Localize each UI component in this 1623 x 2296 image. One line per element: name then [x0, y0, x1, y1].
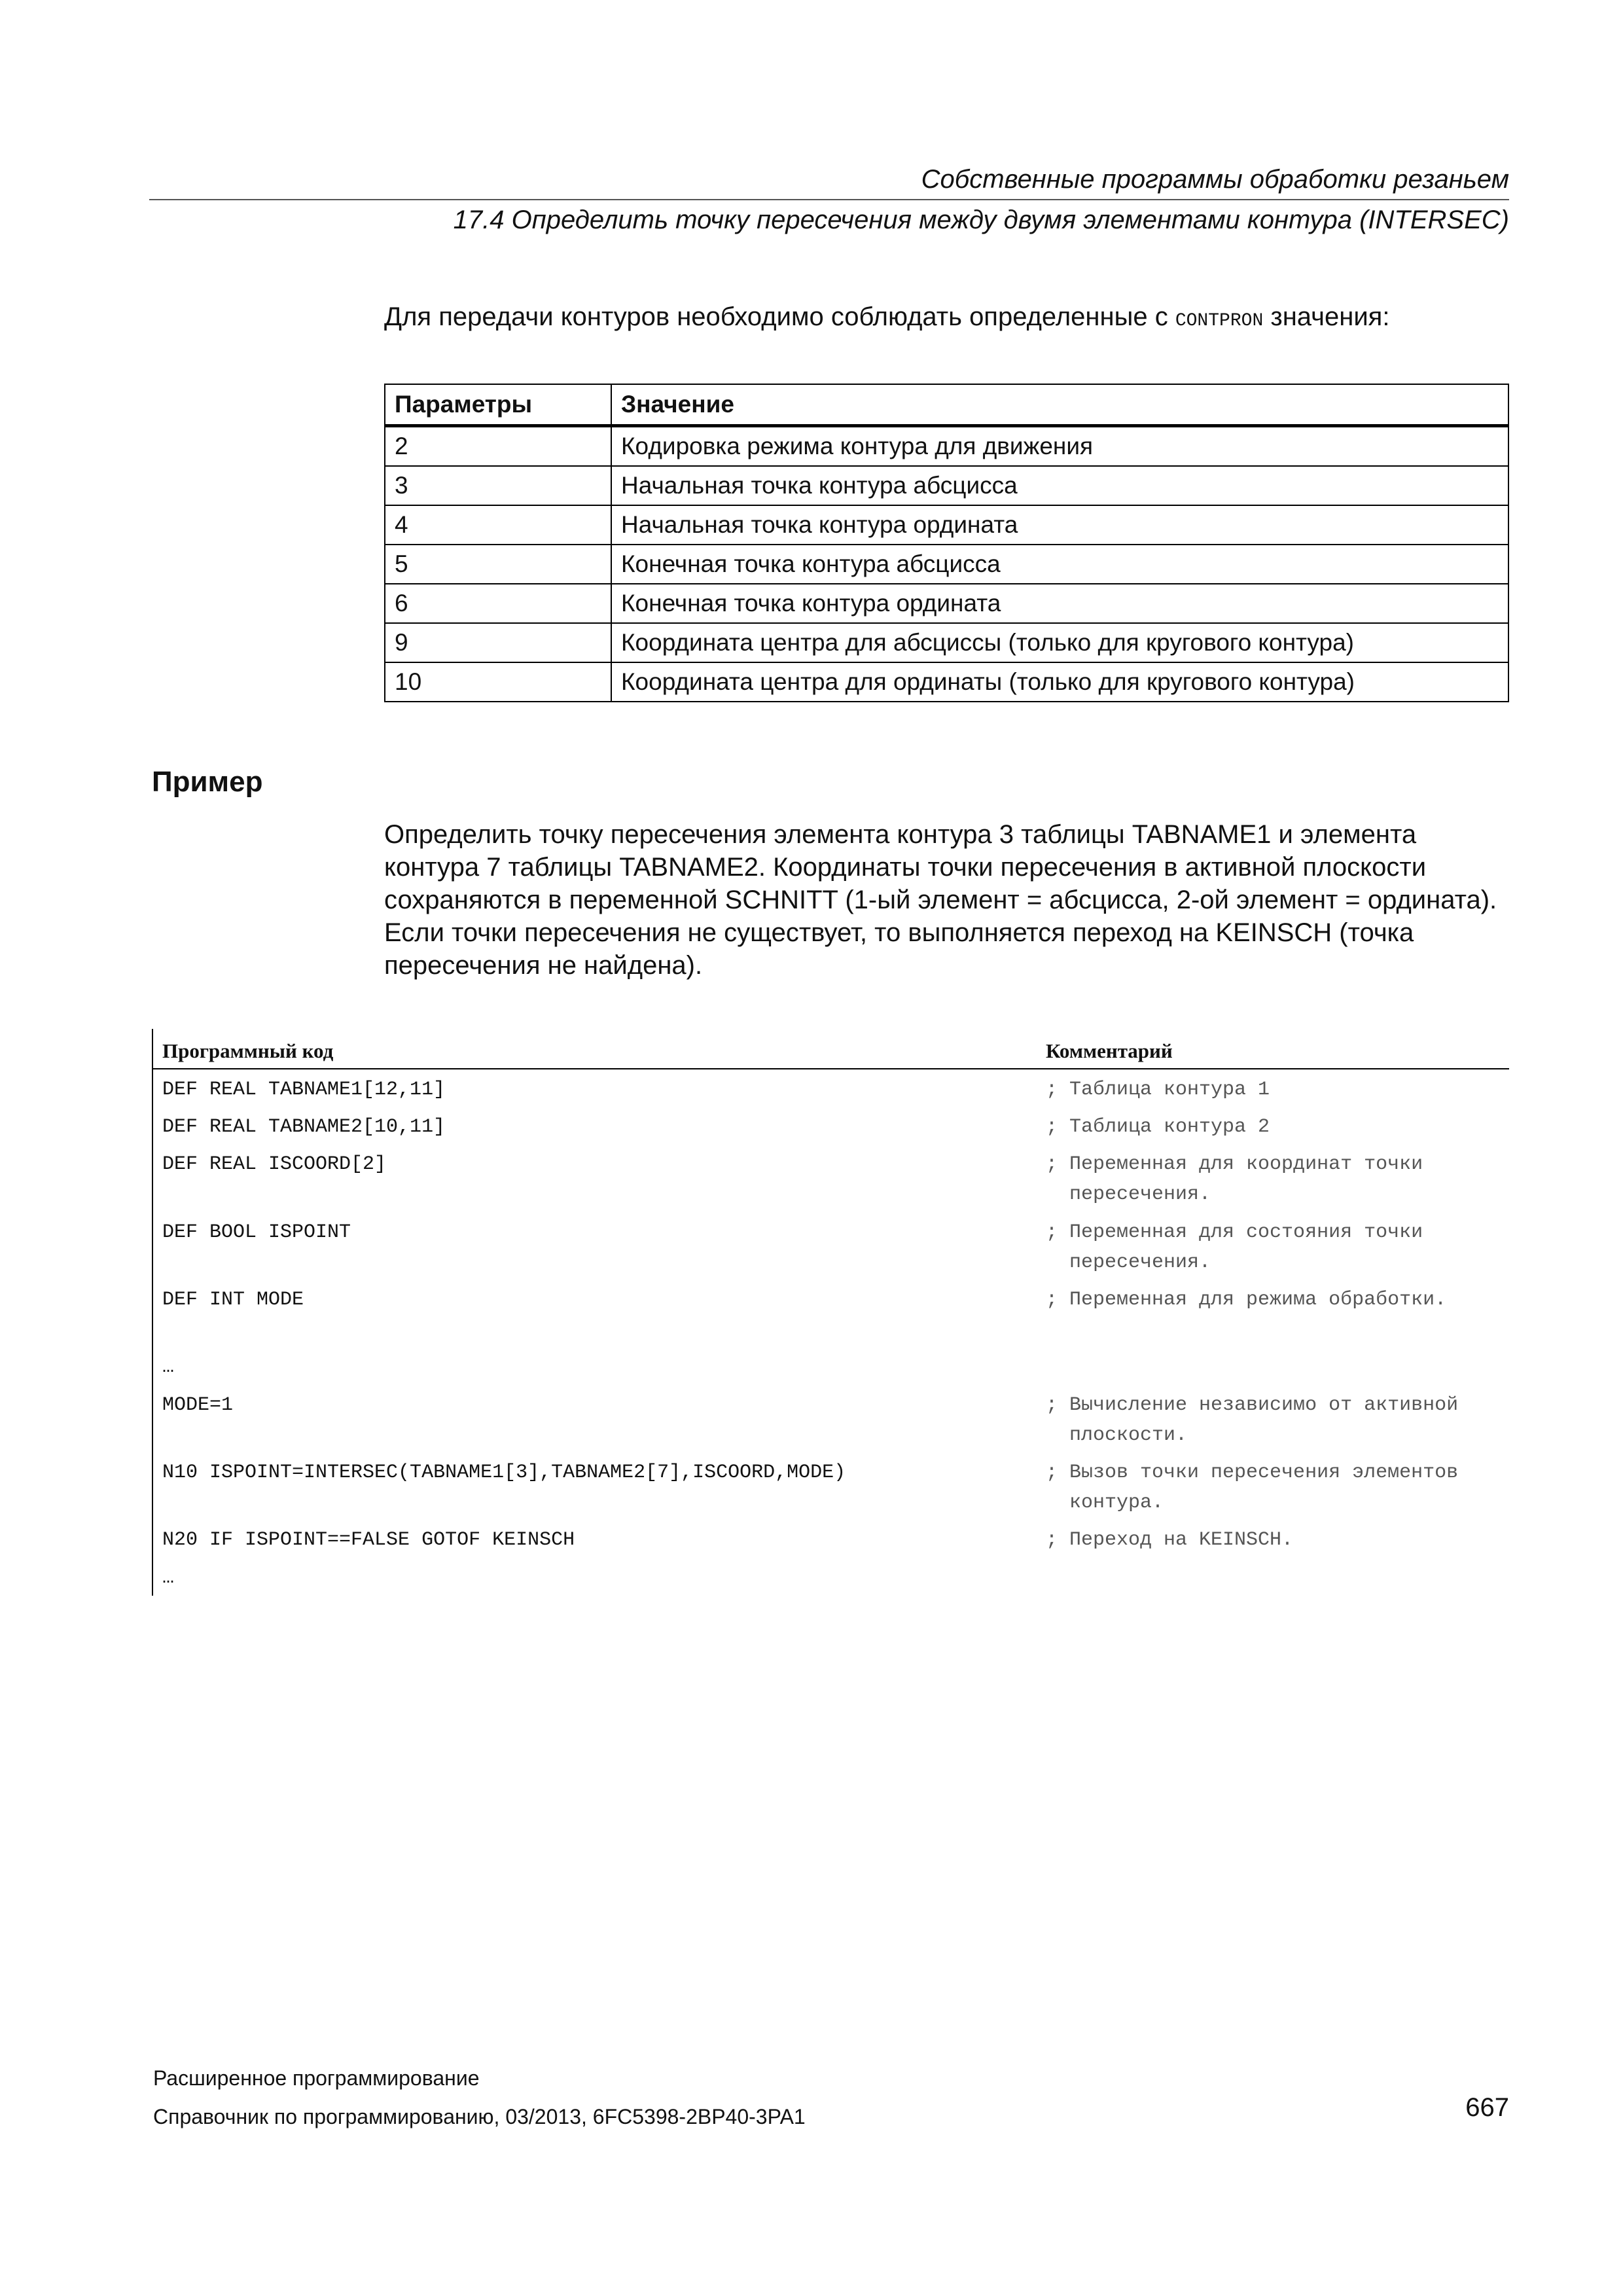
- code-comment: ; Вычисление независимо от активной плоскости.: [1046, 1394, 1459, 1446]
- intro-text-after: значения:: [1263, 302, 1390, 331]
- code-line: N20 IF ISPOINT==FALSE GOTOF KEINSCH: [162, 1529, 575, 1551]
- value-cell: Конечная точка контура абсцисса: [611, 545, 1508, 584]
- column-header-value: Значение: [611, 384, 1508, 426]
- param-cell: 5: [385, 545, 611, 584]
- code-line: DEF REAL TABNAME1[12,11]: [162, 1079, 446, 1101]
- table-row: [385, 623, 1508, 662]
- intro-code: CONTPRON: [1175, 311, 1264, 331]
- column-header-parameters: Параметры: [385, 384, 611, 426]
- parameters-table: [384, 384, 1509, 702]
- comment-column-header: Комментарий: [1046, 1039, 1173, 1062]
- param-cell: 6: [385, 584, 611, 623]
- page-number: 667: [1465, 2093, 1509, 2122]
- table-row: [385, 662, 1508, 702]
- intro-text-before: Для передачи контуров необходимо соблюдать определенные с: [384, 302, 1175, 331]
- code-comment: ; Переход на KEINSCH.: [1046, 1529, 1294, 1551]
- code-header-rule: [153, 1068, 1509, 1069]
- param-cell: 3: [385, 466, 611, 505]
- param-cell: 2: [385, 426, 611, 467]
- table-row: [385, 505, 1508, 545]
- code-line: DEF REAL ISCOORD[2]: [162, 1153, 387, 1175]
- code-line: DEF INT MODE: [162, 1289, 304, 1311]
- running-header-chapter: Собственные программы обработки резаньем: [921, 165, 1509, 194]
- code-line: DEF BOOL ISPOINT: [162, 1221, 351, 1244]
- footer-book-title: Расширенное программирование: [153, 2066, 480, 2090]
- code-comment: ; Таблица контура 1: [1046, 1079, 1270, 1101]
- value-cell: Координата центра для абсциссы (только для кругового контура): [611, 623, 1508, 662]
- code-comment: ; Вызов точки пересечения элементов контура.: [1046, 1462, 1459, 1514]
- code-block-left-rule: [152, 1029, 153, 1596]
- example-heading: Пример: [152, 766, 263, 798]
- code-line: N10 ISPOINT=INTERSEC(TABNAME1[3],TABNAME2[7],ISCOORD,MODE): [162, 1462, 846, 1484]
- running-header-section: 17.4 Определить точку пересечения между двумя элементами контура (INTERSEC): [453, 206, 1509, 234]
- code-line: …: [162, 1567, 175, 1589]
- param-cell: 10: [385, 662, 611, 702]
- value-cell: Кодировка режима контура для движения: [611, 426, 1508, 467]
- table-header-row: [385, 384, 1508, 426]
- table-row: [385, 545, 1508, 584]
- table-row: [385, 426, 1508, 467]
- code-line: …: [162, 1356, 175, 1378]
- value-cell: Конечная точка контура ордината: [611, 584, 1508, 623]
- code-comment: ; Переменная для режима обработки.: [1046, 1289, 1447, 1311]
- intro-text: [384, 302, 1389, 332]
- footer-manual-info: Справочник по программированию, 03/2013, 6FC5398-2BP40-3PA1: [153, 2105, 806, 2128]
- value-cell: Начальная точка контура абсцисса: [611, 466, 1508, 505]
- value-cell: Начальная точка контура ордината: [611, 505, 1508, 545]
- param-cell: 4: [385, 505, 611, 545]
- table-row: [385, 466, 1508, 505]
- code-comment: ; Переменная для координат точки пересечения.: [1046, 1153, 1423, 1206]
- param-cell: 9: [385, 623, 611, 662]
- code-comment: ; Таблица контура 2: [1046, 1116, 1270, 1138]
- value-cell: Координата центра для ординаты (только для кругового контура): [611, 662, 1508, 702]
- code-line: DEF REAL TABNAME2[10,11]: [162, 1116, 446, 1138]
- table-row: [385, 584, 1508, 623]
- code-comment: ; Переменная для состояния точки пересечения.: [1046, 1221, 1423, 1274]
- example-paragraph: Определить точку пересечения элемента контура 3 таблицы TABNAME1 и элемента контура 7 таблицы TABNAME2. Координаты точки пересечения в активной плоскости сохраняются в переменной SCHNITT (1-ый элемент = абсцисса, 2-ой элемент = ордината). Если точки пересечения не существует, то выполняется переход на KEINSCH (точка пересечения не найдена).: [384, 820, 1497, 980]
- header-divider: [149, 199, 1509, 200]
- code-column-header: Программный код: [162, 1039, 334, 1062]
- code-line: MODE=1: [162, 1394, 234, 1416]
